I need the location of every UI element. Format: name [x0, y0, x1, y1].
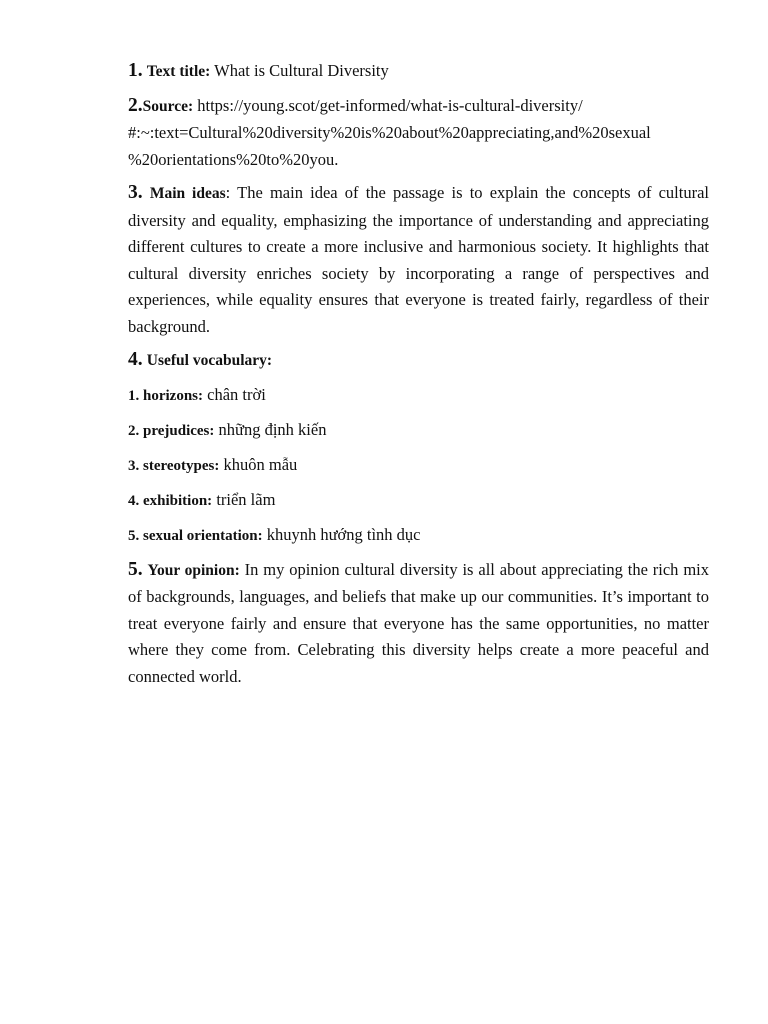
section-label: Useful vocabulary: [146, 352, 273, 369]
text-title-value: What is Cultural Diversity [214, 61, 389, 80]
section-label: Source: [142, 97, 194, 115]
list-item [128, 452, 709, 480]
list-item [128, 382, 709, 410]
vocab-meaning: chân trời [207, 384, 266, 404]
section-number: 3. [128, 182, 143, 203]
vocab-term: 3. stereotypes: [128, 457, 220, 474]
section-main-ideas [128, 180, 709, 340]
list-item [128, 417, 709, 445]
section-label: Main ideas [149, 185, 226, 202]
document-page [128, 58, 709, 697]
section-number: 5. [128, 558, 143, 580]
section-number: 1. [128, 60, 143, 81]
vocab-term: 5. sexual orientation: [128, 527, 263, 544]
vocab-meaning: khuôn mẫu [223, 454, 298, 474]
opinion-text: In my opinion cultural diversity is all about appreciating the rich mix of backgrounds, languages, and beliefs that make up our communities. It’s important to treat everyone fairly and ensure that everyone has the same opportunities, no matter where they come from. Celebrating this diversity helps create a more peaceful and connected world. [128, 559, 709, 686]
vocab-meaning: khuynh hướng tình dục [266, 524, 421, 544]
vocab-meaning: triển lãm [216, 489, 276, 509]
list-item [128, 522, 709, 550]
section-vocabulary-heading [128, 347, 709, 375]
source-url-line-1: https://young.scot/get-informed/what-is-cultural-diversity/ [197, 95, 583, 115]
source-url-line-3: %20orientations%20to%20you. [128, 149, 339, 169]
vocabulary-list [128, 382, 709, 550]
section-text-title [128, 58, 709, 86]
section-number: 4. [128, 349, 143, 370]
section-source [128, 93, 709, 174]
section-label: Your opinion: [147, 561, 240, 579]
section-number: 2. [128, 94, 143, 116]
section-opinion [128, 557, 709, 691]
source-url-line-2: #:~:text=Cultural%20diversity%20is%20about%20appreciating,and%20sexual [128, 123, 651, 142]
vocab-term: 2. prejudices: [128, 422, 215, 439]
main-ideas-text: The main idea of the passage is to explain the concepts of cultural diversity and equality, emphasizing the importance of understanding and appreciating different cultures to create a more inclusive and harmonious society. It highlights that cultural diversity enriches society by incorporating a range of perspectives and experiences, while equality ensures that everyone is treated fairly, regardless of their background. [128, 183, 710, 336]
vocab-term: 4. exhibition: [128, 492, 213, 509]
list-item [128, 487, 709, 515]
vocab-meaning: những định kiến [218, 419, 327, 439]
section-label: Text title: [146, 63, 211, 80]
label-separator: : [225, 183, 231, 202]
vocab-term: 1. horizons: [128, 387, 203, 404]
